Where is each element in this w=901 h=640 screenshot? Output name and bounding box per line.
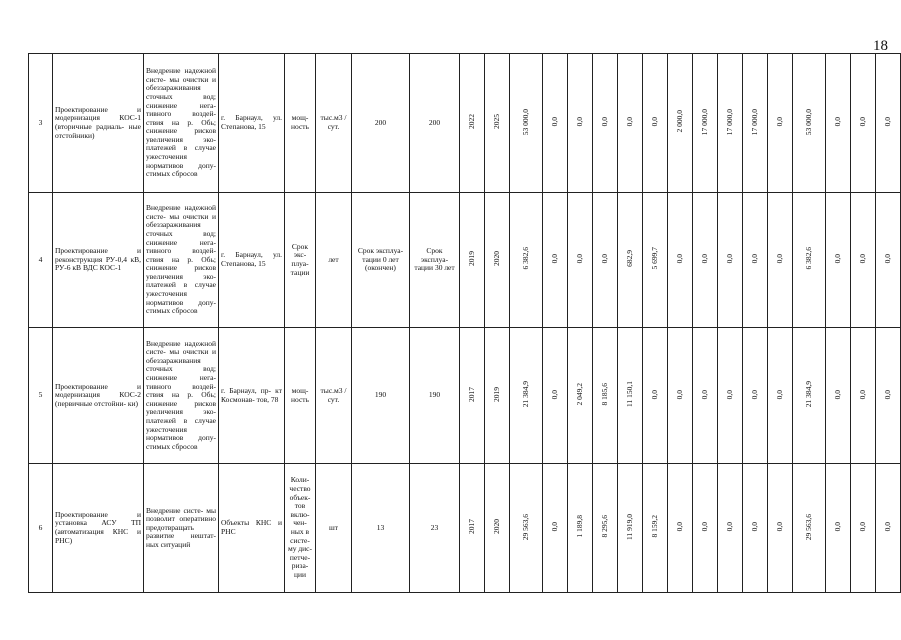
financing-value: 0,0 <box>882 389 892 399</box>
financing-value: 21 384,9 <box>520 381 530 408</box>
page-number: 18 <box>873 38 888 54</box>
year-text: 2022 <box>466 114 476 130</box>
financing-value: 0,0 <box>574 254 584 264</box>
row-number-cell: 6 <box>29 464 53 593</box>
financing-value: 17 000,0 <box>699 108 709 135</box>
project-name-cell: Проектирование и установка АСУ ТП (автоматизация КНС и РНС) <box>53 464 144 593</box>
financing-value: 17 000,0 <box>724 108 734 135</box>
financing-value-cell <box>510 464 543 593</box>
end-year-cell <box>485 193 510 328</box>
financing-value-cell <box>668 54 693 193</box>
financing-value: 0,0 <box>832 389 842 399</box>
year-text: 2020 <box>491 519 501 535</box>
financing-value-cell <box>768 54 793 193</box>
financing-value: 0,0 <box>857 522 867 532</box>
financing-value: 0,0 <box>832 117 842 127</box>
financing-value: 0,0 <box>774 522 784 532</box>
financing-value-cell <box>643 464 668 593</box>
end-year-cell <box>485 54 510 193</box>
financing-value-cell <box>793 328 826 464</box>
financing-value-cell <box>826 464 851 593</box>
indicator-cell: мощ- ность <box>285 328 316 464</box>
project-goal-cell: Внедрение систе- мы позволит оперативно предотвращать развитие нештат- ных ситуаций <box>144 464 219 593</box>
year-text: 2019 <box>466 251 476 267</box>
financing-value: 0,0 <box>674 254 684 264</box>
project-goal-cell: Внедрение надежной систе- мы очистки и обеззараживания сточных вод; снижение нега- тивного воздей- ствия на р. Обь; снижение рисков увеличения эко- платежей в случае ужесточения нормативов допу- стимых сбросов <box>144 54 219 193</box>
financing-value-cell <box>510 193 543 328</box>
financing-value: 21 384,9 <box>803 381 813 408</box>
value-before-cell: 13 <box>352 464 410 593</box>
financing-value-cell <box>643 193 668 328</box>
financing-value-cell <box>618 193 643 328</box>
start-year-cell <box>460 193 485 328</box>
financing-value: 0,0 <box>749 522 759 532</box>
value-after-cell: 190 <box>410 328 460 464</box>
address-cell: г. Барнаул, ул. Степанова, 15 <box>219 193 285 328</box>
financing-value-cell <box>876 464 901 593</box>
financing-value-cell <box>851 464 876 593</box>
financing-value-cell <box>876 193 901 328</box>
financing-value: 0,0 <box>649 389 659 399</box>
financing-value-cell <box>693 193 718 328</box>
financing-value: 0,0 <box>599 117 609 127</box>
financing-value: 0,0 <box>649 117 659 127</box>
row-number-cell: 5 <box>29 328 53 464</box>
financing-value-cell <box>568 193 593 328</box>
year-text: 2019 <box>491 386 501 402</box>
financing-value: 0,0 <box>699 254 709 264</box>
financing-value: 0,0 <box>724 389 734 399</box>
financing-value-cell <box>618 54 643 193</box>
financing-value: 29 563,6 <box>803 513 813 540</box>
financing-value-cell <box>826 54 851 193</box>
financing-value-cell <box>593 328 618 464</box>
financing-value: 1 189,8 <box>574 515 584 538</box>
financing-value: 0,0 <box>832 522 842 532</box>
table-row <box>29 193 901 328</box>
indicator-cell: мощ- ность <box>285 54 316 193</box>
financing-value-cell <box>826 328 851 464</box>
financing-value: 17 000,0 <box>749 108 759 135</box>
unit-cell: лет <box>316 193 352 328</box>
financing-value: 682,9 <box>624 250 634 268</box>
value-after-cell: 200 <box>410 54 460 193</box>
end-year-cell <box>485 328 510 464</box>
project-goal-cell: Внедрение надежной систе- мы очистки и обеззараживания сточных вод; снижение нега- тивного воздей- ствия на р. Обь; снижение рисков увеличения эко- платежей в случае ужесточения нормативов допу- стимых сбросов <box>144 328 219 464</box>
financing-value: 8 159,2 <box>649 515 659 538</box>
financing-value: 0,0 <box>857 117 867 127</box>
indicator-cell: Срок экс- плуа- тации <box>285 193 316 328</box>
financing-value: 2 049,2 <box>574 382 584 406</box>
financing-value: 53 000,0 <box>520 108 530 135</box>
financing-value: 0,0 <box>549 117 559 127</box>
financing-value: 6 382,6 <box>520 247 530 270</box>
financing-value: 0,0 <box>882 522 892 532</box>
financing-value-cell <box>768 193 793 328</box>
financing-value-cell <box>768 328 793 464</box>
financing-value: 53 000,0 <box>803 108 813 135</box>
financing-value-cell <box>718 464 743 593</box>
financing-value-cell <box>643 54 668 193</box>
address-cell: г. Барнаул, ул. Степанова, 15 <box>219 54 285 193</box>
financing-value: 0,0 <box>724 522 734 532</box>
financing-value-cell <box>510 328 543 464</box>
financing-value: 11 919,0 <box>624 513 634 540</box>
financing-value: 5 699,7 <box>649 247 659 270</box>
financing-value: 0,0 <box>599 254 609 264</box>
financing-value-cell <box>668 464 693 593</box>
financing-value: 0,0 <box>882 254 892 264</box>
financing-value-cell <box>593 193 618 328</box>
value-before-cell: Срок эксплуа- тации 0 лет (окончен) <box>352 193 410 328</box>
value-after-cell: 23 <box>410 464 460 593</box>
financing-value-cell <box>743 54 768 193</box>
end-year-cell <box>485 464 510 593</box>
financing-value-cell <box>876 54 901 193</box>
investment-table <box>28 53 901 593</box>
financing-value: 6 382,6 <box>803 247 813 270</box>
financing-value-cell <box>618 464 643 593</box>
address-cell: г. Барнаул, пр- кт Космонав- тов, 78 <box>219 328 285 464</box>
financing-value: 29 563,6 <box>520 513 530 540</box>
financing-value-cell <box>593 54 618 193</box>
indicator-cell: Коли- чество объек- тов вклю- чен- ных в систе- му дис- петче- риза- ции <box>285 464 316 593</box>
financing-value-cell <box>693 464 718 593</box>
unit-cell: тыс.м3 /сут. <box>316 54 352 193</box>
financing-value-cell <box>668 328 693 464</box>
financing-value: 0,0 <box>699 389 709 399</box>
year-text: 2025 <box>491 114 501 130</box>
financing-value-cell <box>793 464 826 593</box>
financing-value: 8 185,6 <box>599 382 609 406</box>
financing-value: 0,0 <box>857 254 867 264</box>
project-name-cell: Проектирование и модернизация КОС-1 (вторичные радиаль- ные отстойники) <box>53 54 144 193</box>
financing-value: 0,0 <box>699 522 709 532</box>
financing-value-cell <box>743 464 768 593</box>
table-row <box>29 464 901 593</box>
financing-value: 0,0 <box>549 254 559 264</box>
financing-value: 0,0 <box>574 117 584 127</box>
financing-value: 0,0 <box>549 389 559 399</box>
financing-value-cell <box>851 193 876 328</box>
financing-value-cell <box>793 193 826 328</box>
financing-value-cell <box>768 464 793 593</box>
financing-value-cell <box>876 328 901 464</box>
table-row <box>29 328 901 464</box>
financing-value: 2 000,0 <box>674 110 684 133</box>
year-text: 2017 <box>466 519 476 535</box>
start-year-cell <box>460 464 485 593</box>
value-after-cell: Срок эксплуа- тации 30 лет <box>410 193 460 328</box>
financing-value-cell <box>743 193 768 328</box>
financing-value: 0,0 <box>832 254 842 264</box>
unit-cell: шт <box>316 464 352 593</box>
financing-value: 0,0 <box>674 389 684 399</box>
row-number-cell: 3 <box>29 54 53 193</box>
financing-value: 0,0 <box>549 522 559 532</box>
financing-value-cell <box>593 464 618 593</box>
financing-value: 0,0 <box>774 389 784 399</box>
project-name-cell: Проектирование и модернизация КОС-2 (первичные отстойни- ки) <box>53 328 144 464</box>
financing-value-cell <box>793 54 826 193</box>
financing-value: 0,0 <box>857 389 867 399</box>
financing-value-cell <box>743 328 768 464</box>
financing-value-cell <box>693 328 718 464</box>
financing-value-cell <box>643 328 668 464</box>
financing-value-cell <box>851 328 876 464</box>
table-row <box>29 54 901 193</box>
financing-value: 0,0 <box>749 389 759 399</box>
start-year-cell <box>460 54 485 193</box>
financing-value-cell <box>693 54 718 193</box>
financing-value-cell <box>718 193 743 328</box>
year-text: 2017 <box>466 386 476 402</box>
financing-value: 0,0 <box>674 522 684 532</box>
financing-value: 0,0 <box>774 117 784 127</box>
financing-value: 0,0 <box>724 254 734 264</box>
financing-value-cell <box>851 54 876 193</box>
project-name-cell: Проектирование и реконструкция РУ-0,4 кВ, РУ-6 кВ ВДС КОС-1 <box>53 193 144 328</box>
row-number-cell: 4 <box>29 193 53 328</box>
year-text: 2020 <box>491 251 501 267</box>
financing-value-cell <box>543 54 568 193</box>
financing-value-cell <box>568 464 593 593</box>
financing-value-cell <box>668 193 693 328</box>
value-before-cell: 190 <box>352 328 410 464</box>
financing-value: 0,0 <box>774 254 784 264</box>
project-goal-cell: Внедрение надежной систе- мы очистки и обеззараживания сточных вод; снижение нега- тивного воздей- ствия на р. Обь; снижение рисков увеличения эко- платежей в случае ужесточения нормативов допу- стимых сбросов <box>144 193 219 328</box>
financing-value-cell <box>543 464 568 593</box>
financing-value-cell <box>568 328 593 464</box>
financing-value-cell <box>718 54 743 193</box>
financing-value: 8 295,6 <box>599 515 609 538</box>
financing-value-cell <box>618 328 643 464</box>
financing-value-cell <box>718 328 743 464</box>
financing-value: 0,0 <box>624 117 634 127</box>
financing-value-cell <box>510 54 543 193</box>
start-year-cell <box>460 328 485 464</box>
value-before-cell: 200 <box>352 54 410 193</box>
financing-value: 11 150,1 <box>624 381 634 408</box>
address-cell: Объекты КНС и РНС <box>219 464 285 593</box>
financing-value-cell <box>543 193 568 328</box>
unit-cell: тыс.м3 /сут. <box>316 328 352 464</box>
financing-value-cell <box>543 328 568 464</box>
financing-value: 0,0 <box>749 254 759 264</box>
financing-value-cell <box>568 54 593 193</box>
financing-value: 0,0 <box>882 117 892 127</box>
financing-value-cell <box>826 193 851 328</box>
